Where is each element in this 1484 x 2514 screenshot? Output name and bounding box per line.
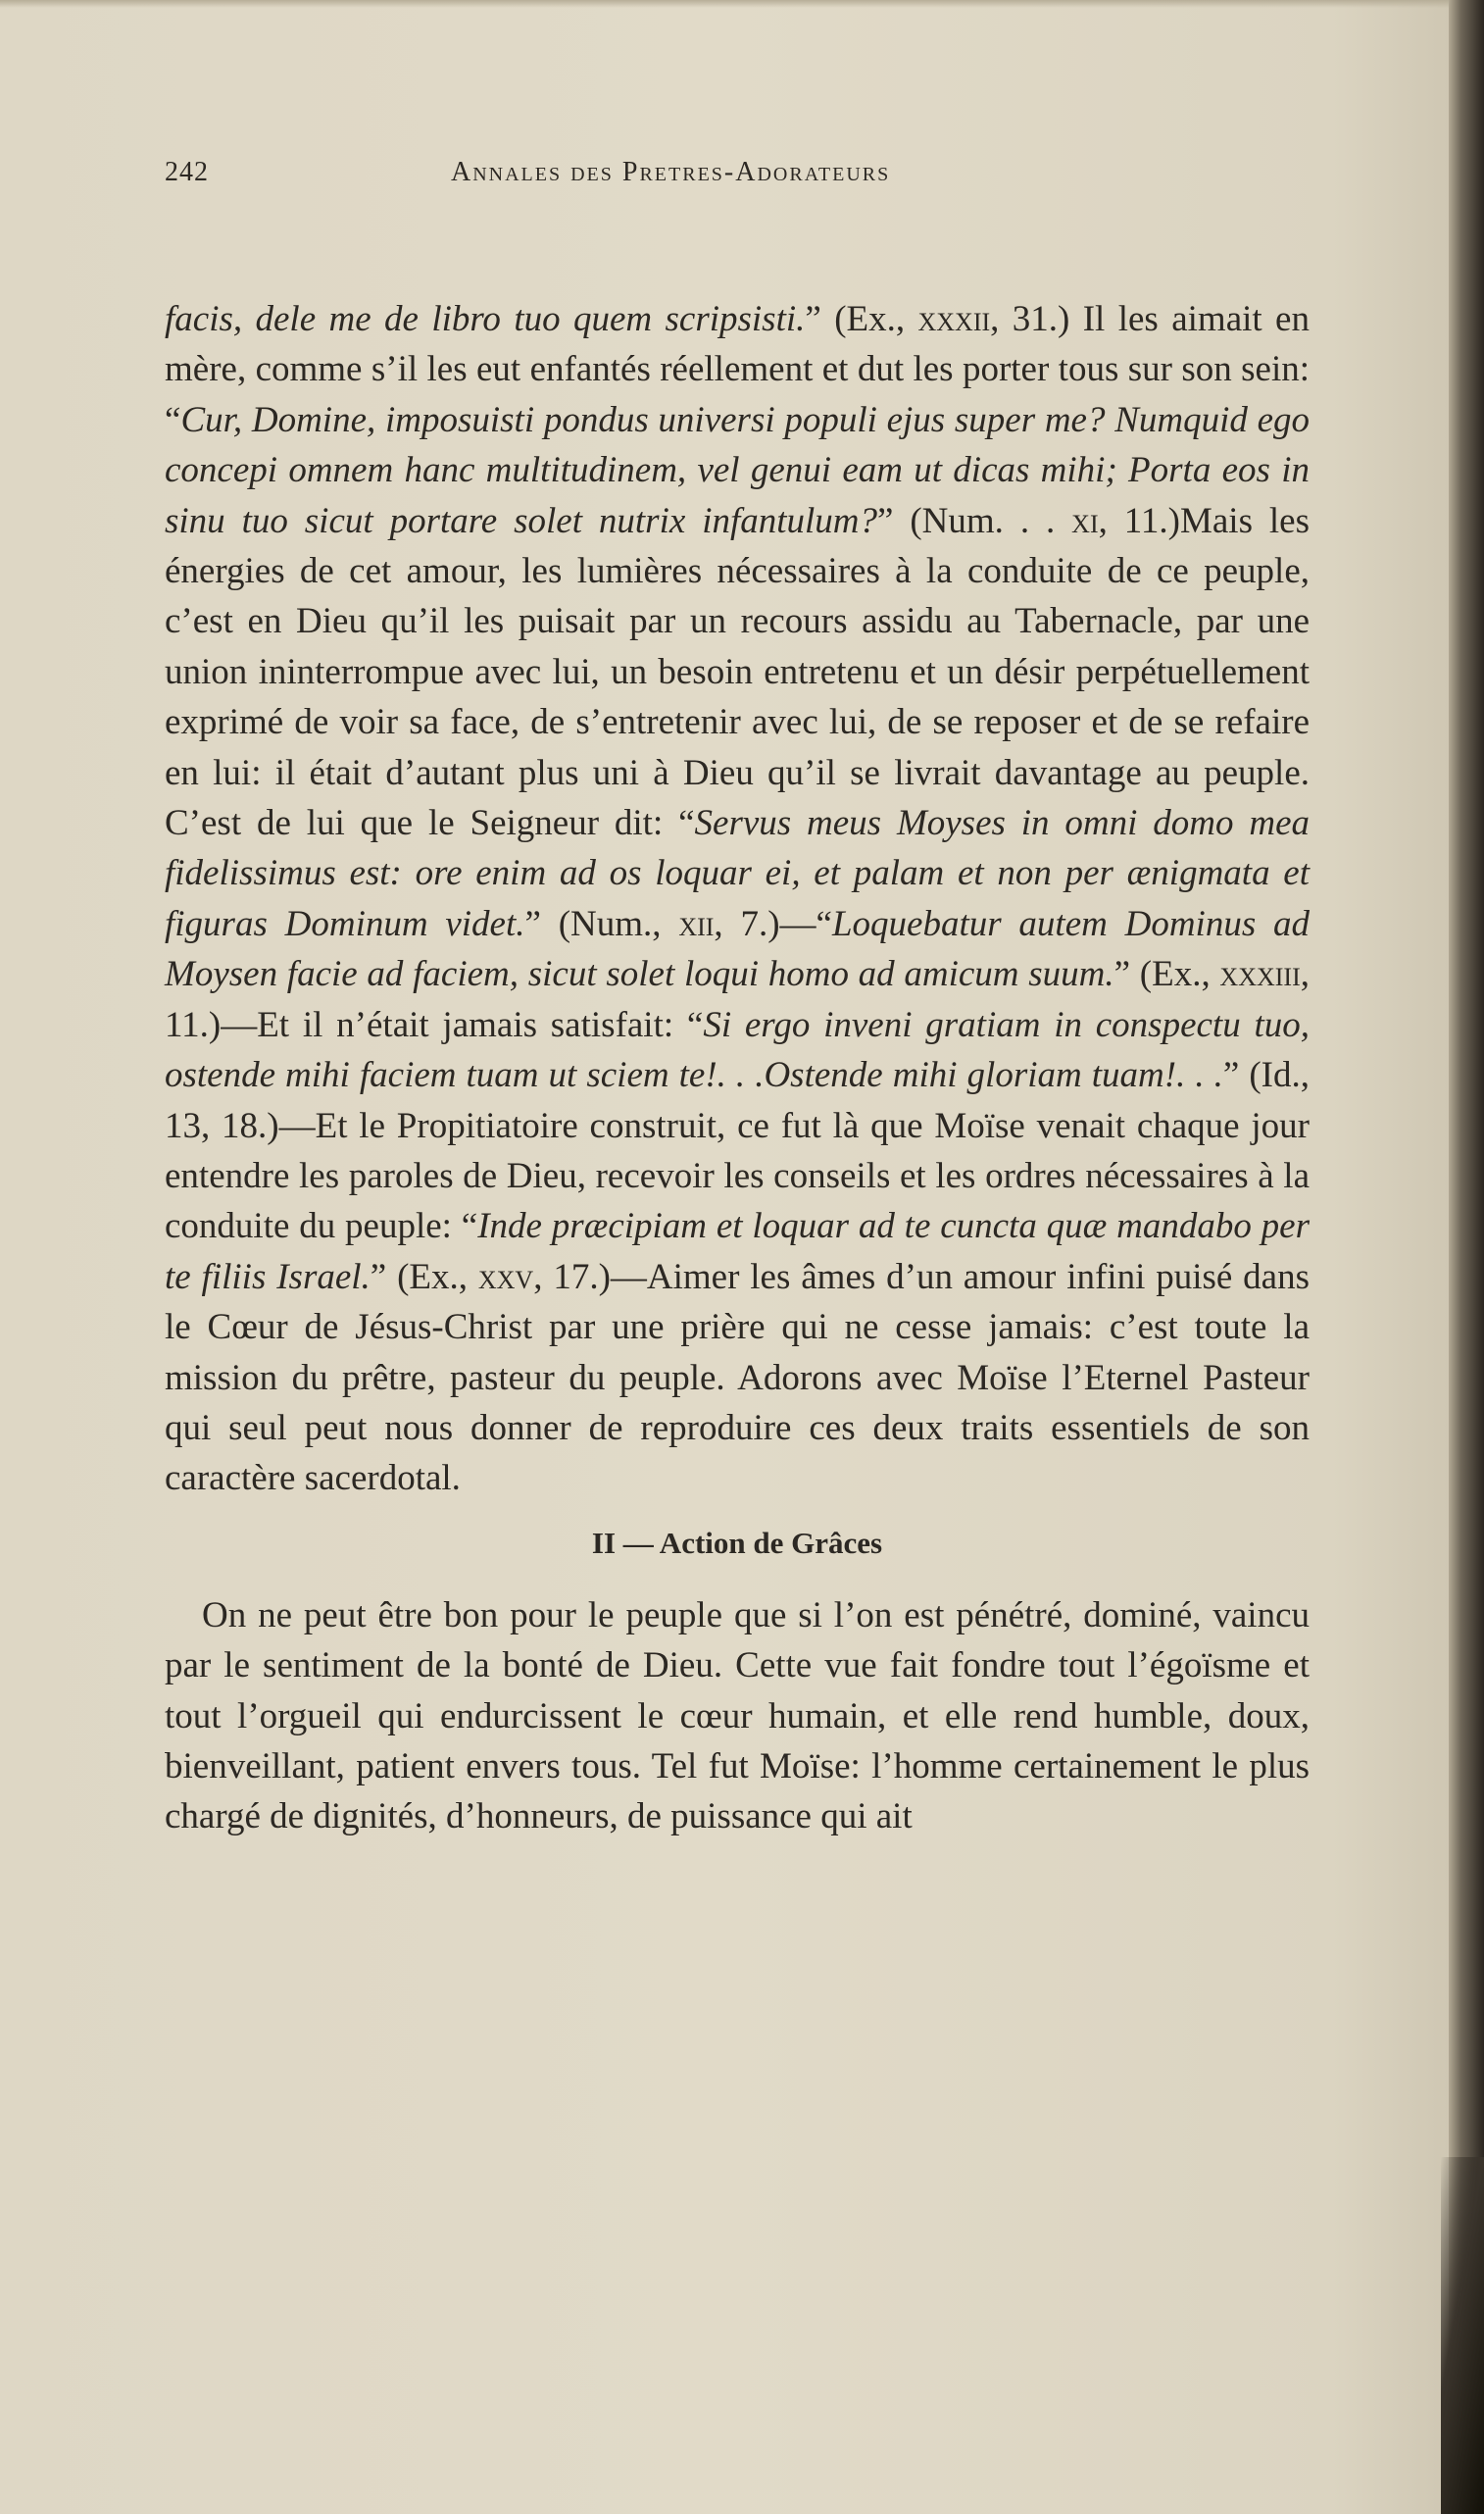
running-head: Annales des Pretres-Adorateurs bbox=[451, 157, 891, 187]
text-span: , 7.)—“ bbox=[714, 903, 832, 944]
text-span: ” (Ex., bbox=[805, 299, 918, 339]
latin-quote: Loquebatur autem Dominus ad Moysen facie ad faciem, sicut solet loqui homo ad amicum suum. bbox=[165, 903, 1311, 995]
top-shadow bbox=[0, 0, 1449, 8]
page-header bbox=[165, 157, 1311, 196]
page-edge-shadow bbox=[1449, 0, 1484, 2514]
text-span: , 11.)—Et il n’était jamais satisfait: “ bbox=[165, 954, 1310, 1045]
latin-quote: Inde præcipiam et loquar ad te cuncta quæ mandabo per te filiis Israel. bbox=[165, 1206, 1310, 1297]
body-text bbox=[165, 294, 1310, 1842]
roman-numeral: xxxii bbox=[917, 299, 991, 339]
text-span: ” (Ex., bbox=[370, 1256, 478, 1297]
roman-numeral: xxv bbox=[477, 1256, 534, 1297]
roman-numeral: xi bbox=[1071, 500, 1099, 541]
latin-quote: Servus meus Moyses in omni domo mea fidelissimus est: ore enim ad os loquar ei, et palam et non per ænigmata et figuras Dominum videt. bbox=[165, 803, 1310, 944]
page-number: 242 bbox=[165, 157, 209, 187]
roman-numeral: xii bbox=[678, 903, 715, 944]
text-span: ” (Ex., bbox=[1113, 954, 1220, 995]
latin-quote: Cur, Domine, imposuisti pondus universi populi ejus super me? Numquid ego concepi omnem hanc multitudinem, vel genui eam ut dicas mihi; Porta eos in sinu tuo sicut portare solet nutrix infantulum? bbox=[165, 399, 1310, 541]
text-span: , 17.)—Aimer les âmes d’un amour infini puisé dans le Cœur de Jésus-Christ par une prière qui ne cesse jamais: c’est toute la mission du prêtre, pasteur du peuple. Adorons avec Moïse l’Eternel Pasteur qui seul peut nous donner de reproduire ces deux traits essentiels de son caractère sacerdotal. bbox=[165, 1256, 1310, 1499]
latin-quote: facis, dele me de libro tuo quem scripsisti. bbox=[165, 299, 806, 339]
text-span: , 31.) Il les aimait en mère, comme s’il les eut enfantés réellement et dut les porter tous sur son sein: “ bbox=[165, 299, 1310, 440]
paragraph-1 bbox=[165, 294, 1310, 1504]
text-span: ” (Num., bbox=[524, 903, 679, 944]
text-span: ” (Num. . . bbox=[877, 500, 1072, 541]
text-span: , 11.)Mais les énergies de cet amour, les lumières nécessaires à la conduite de ce peuple, c’est en Dieu qu’il les puisait par un recours assidu au Tabernacle, par une union ininterrompue avec lui, un besoin entretenu et un désir perpétuellement exprimé de voir sa face, de s’entretenir avec lui, de se reposer et de se refaire en lui: il était d’autant plus uni à Dieu qu’il se livrait davantage au peuple. C’est de lui que le Seigneur dit: “ bbox=[165, 500, 1310, 844]
roman-numeral: xxxiii bbox=[1219, 954, 1301, 995]
paragraph-2: On ne peut être bon pour le peuple que si l’on est pénétré, dominé, vaincu par le sentiment de la bonté de Dieu. Cette vue fait fondre tout l’égoïsme et tout l’orgueil qui endurcissent le cœur humain, et elle rend humble, doux, bienveillant, patient envers tous. Tel fut Moïse: l’homme certainement le plus chargé de dignités, d’honneurs, de puissance qui ait bbox=[165, 1594, 1310, 1837]
text-span: ” (Id., 13, 18.)—Et le Propitiatoire construit, ce fut là que Moïse venait chaque jour entendre les paroles de Dieu, recevoir les conseils et les ordres nécessaires à la conduite du peuple: “ bbox=[165, 1055, 1310, 1247]
section-heading: II — Action de Grâces bbox=[591, 1525, 883, 1560]
page-corner-shadow bbox=[1441, 2157, 1484, 2514]
latin-quote: Si ergo inveni gratiam in conspectu tuo, ostende mihi faciem tuam ut sciem te!. . .Ostende mihi gloriam tuam!. . . bbox=[165, 1004, 1310, 1096]
